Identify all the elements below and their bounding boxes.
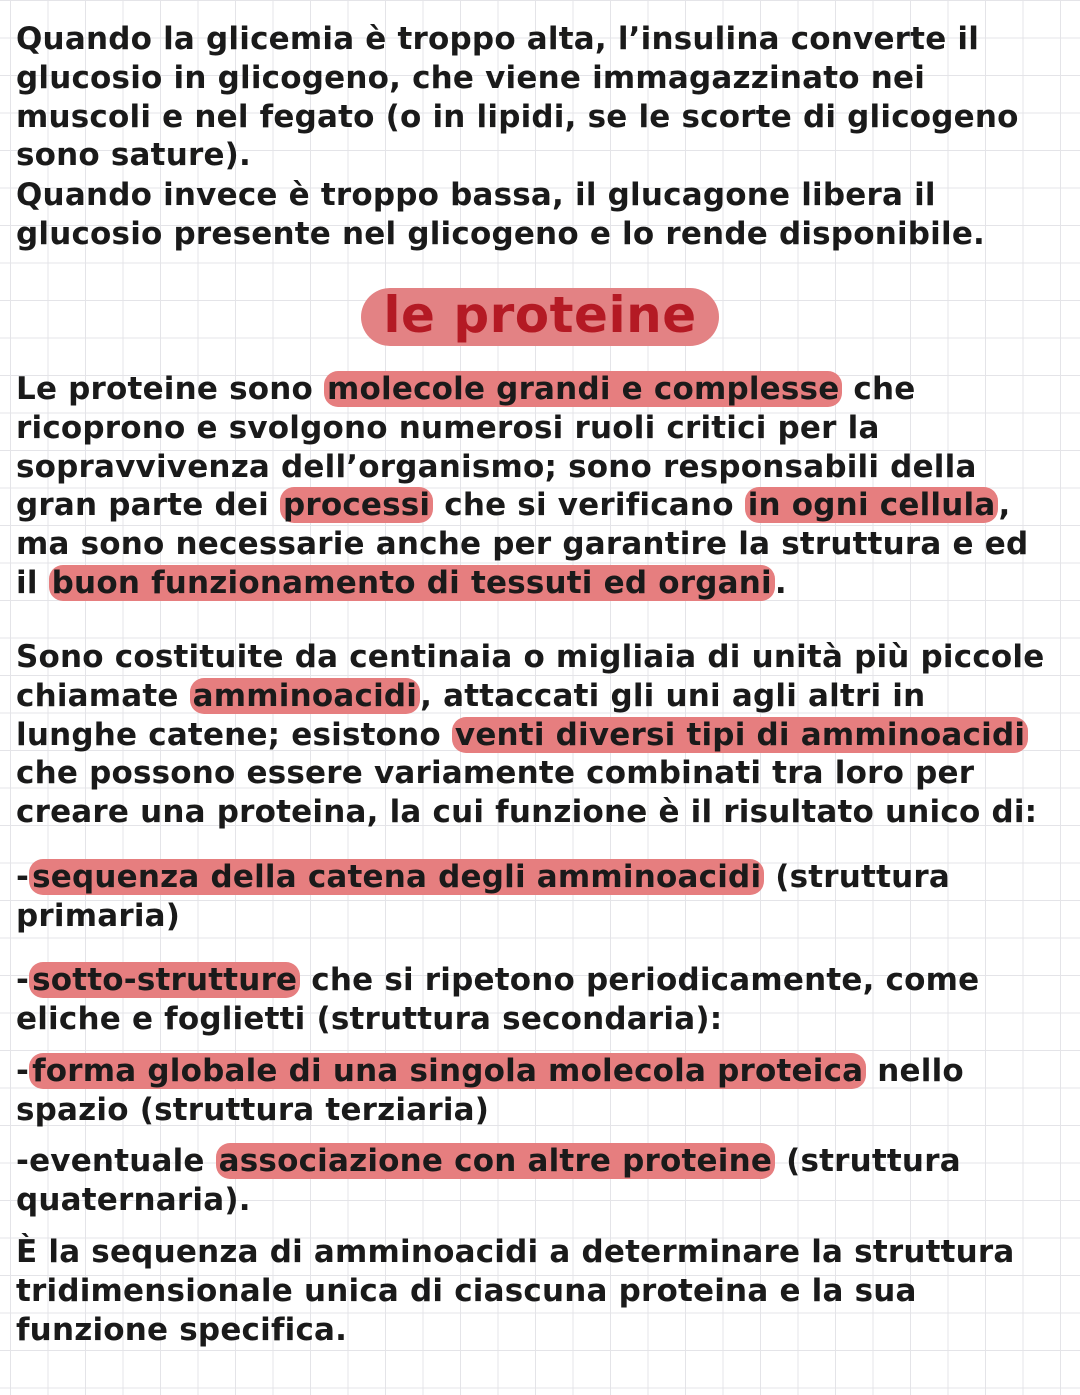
text: che si ripetono periodicamente, come eliche e foglietti (struttura secondaria):: [16, 962, 980, 1037]
structure-item-secondary: [16, 961, 1056, 1039]
text: che ricoprono e svolgono numerosi ruoli critici per la sopravvivenza dell’organismo; sono responsabili della gran parte dei: [16, 371, 977, 524]
proteins-paragraph-2: [16, 638, 1056, 832]
structure-item-primary: [16, 858, 1056, 936]
text: Sono costituite da centinaia o migliaia di unità più piccole chiamate: [16, 639, 1045, 714]
section-title-wrap: [0, 288, 1080, 346]
section-title: le proteine: [361, 288, 718, 346]
highlight: associazione con altre proteine: [216, 1143, 775, 1179]
intro-text-2: Quando invece è troppo bassa, il glucagone libera il glucosio presente nel glicogeno e lo rende disponibile.: [16, 177, 986, 252]
intro-paragraph-1: [16, 20, 1056, 175]
proteins-paragraph-1: [16, 370, 1056, 603]
text: (struttura primaria): [16, 859, 950, 934]
text: -eventuale: [16, 1143, 216, 1179]
text: , attaccati gli uni agli altri in lunghe catene; esistono: [16, 677, 926, 753]
closing-text: È la sequenza di amminoacidi a determinare la struttura tridimensionale unica di ciascuna proteina e la sua funzione specifica.: [16, 1234, 1015, 1348]
highlight: forma globale di una singola molecola proteica: [29, 1053, 866, 1089]
text: .: [774, 564, 787, 601]
highlight: in ogni cellula: [745, 487, 999, 523]
highlight: venti diversi tipi di amminoacidi: [452, 717, 1028, 753]
intro-text-1: Quando la glicemia è troppo alta, l’insulina converte il glucosio in glicogeno, che viene immagazzinato nei muscoli e nel fegato (o in lipidi, se le scorte di glicogeno sono sature).: [16, 21, 1019, 174]
closing-paragraph: [16, 1233, 1056, 1349]
text: nello spazio (struttura terziaria): [16, 1053, 964, 1128]
text: -: [16, 859, 30, 895]
text: -: [16, 962, 30, 998]
text: (struttura quaternaria).: [16, 1143, 961, 1218]
text: che si verificano: [433, 487, 745, 524]
text: che possono essere variamente combinati tra loro per creare una proteina, la cui funzione è il risultato unico di:: [16, 755, 1038, 831]
intro-paragraph-2: [16, 176, 1056, 254]
highlight: processi: [280, 487, 433, 523]
highlight: amminoacidi: [190, 678, 420, 714]
highlight: sequenza della catena degli amminoacidi: [29, 859, 764, 895]
text: -: [16, 1053, 30, 1089]
structure-item-tertiary: [16, 1052, 1056, 1130]
structure-item-quaternary: [16, 1142, 1056, 1220]
highlight: buon funzionamento di tessuti ed organi: [49, 565, 775, 601]
highlight: sotto-strutture: [29, 962, 300, 998]
highlight: molecole grandi e complesse: [324, 371, 842, 407]
text: Le proteine sono: [16, 371, 325, 407]
text: , ma sono necessarie anche per garantire la struttura e ed il: [16, 487, 1029, 601]
